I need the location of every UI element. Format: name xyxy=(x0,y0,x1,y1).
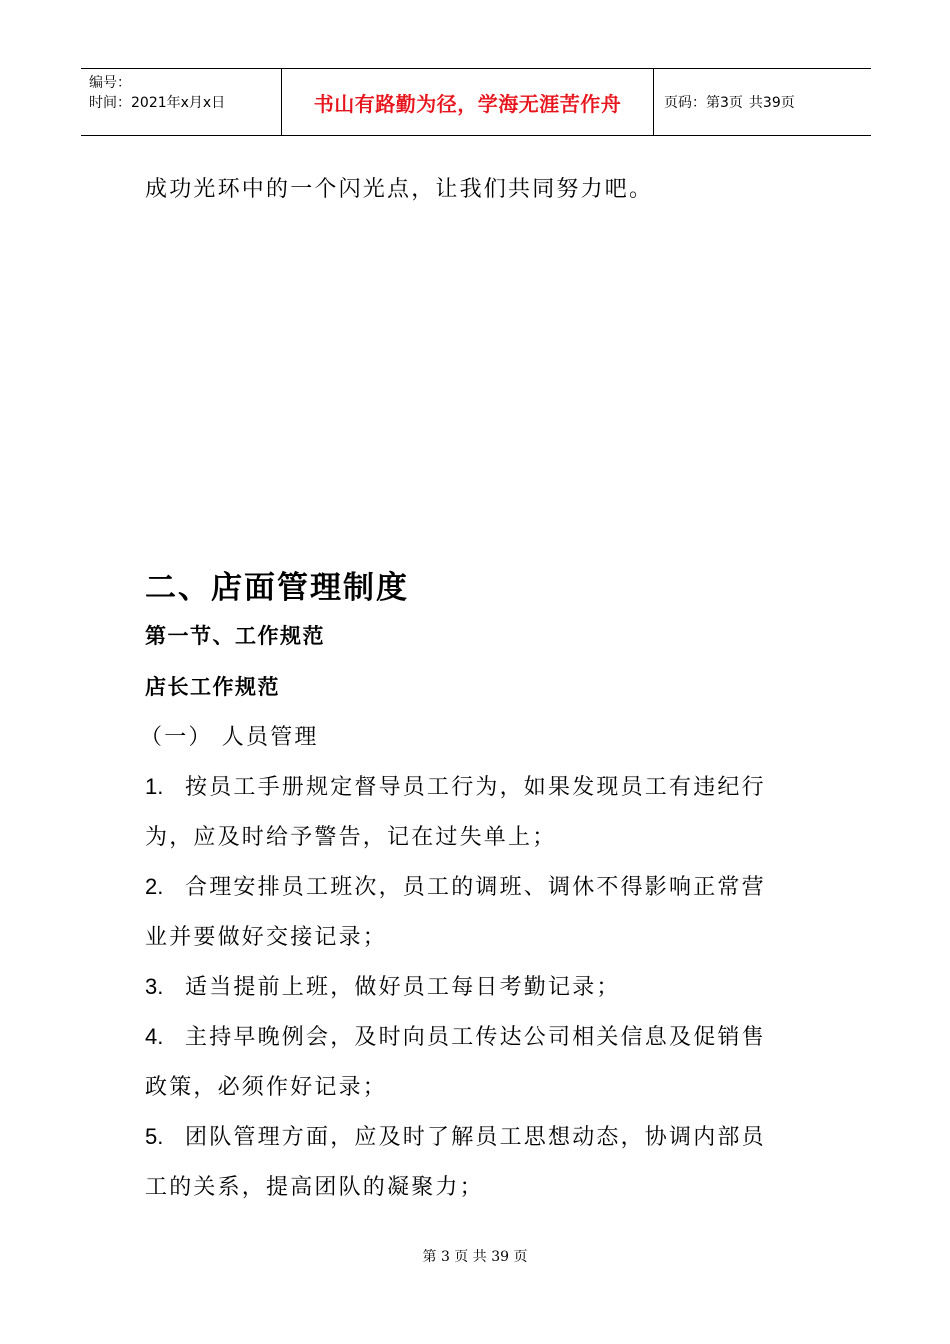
sub-subsection-title: 店长工作规范 xyxy=(145,675,280,699)
list-item-2-line-1 xyxy=(145,870,766,901)
list-item-4-line-1 xyxy=(145,1020,766,1051)
header-slogan-cell xyxy=(281,69,654,135)
item-text: 合理安排员工班次，员工的调班、调休不得影响正常营 xyxy=(185,875,766,900)
list-item-4-line-2: 政策，必须作好记录； xyxy=(145,1075,388,1100)
item-text: 团队管理方面，应及时了解员工思想动态，协调内部员 xyxy=(185,1125,766,1150)
time-label: 时间：2021年x月x日 xyxy=(89,95,226,111)
list-item-1-line-2: 为，应及时给予警告，记在过失单上； xyxy=(145,825,557,850)
page-label: 页码：第3页 xyxy=(664,95,743,111)
list-item-2-line-2: 业并要做好交接记录； xyxy=(145,925,388,950)
item-text: 按员工手册规定督导员工行为，如果发现员工有违纪行 xyxy=(185,775,766,800)
list-item-3-line-1 xyxy=(145,970,621,1001)
total-label: 共39页 xyxy=(748,95,795,111)
item-number: 2. xyxy=(145,874,164,899)
page-header xyxy=(81,68,871,136)
list-item-5-line-2: 工的关系，提高团队的凝聚力； xyxy=(145,1175,484,1200)
list-item-5-line-1 xyxy=(145,1120,766,1151)
section-title: 二、店面管理制度 xyxy=(145,570,409,606)
header-slogan: 书山有路勤为径，学海无涯苦作舟 xyxy=(313,91,622,116)
item-number: 5. xyxy=(145,1124,164,1149)
group-title: （一） 人员管理 xyxy=(140,725,319,750)
item-number: 3. xyxy=(145,974,164,999)
header-page-info xyxy=(654,69,871,135)
item-number: 4. xyxy=(145,1024,164,1049)
header-meta xyxy=(81,69,281,135)
intro-line: 成功光环中的一个闪光点，让我们共同努力吧。 xyxy=(145,177,654,202)
number-label: 编号： xyxy=(89,75,131,91)
item-text: 主持早晚例会，及时向员工传达公司相关信息及促销售 xyxy=(185,1025,766,1050)
list-item-1-line-1 xyxy=(145,770,766,801)
subsection-title: 第一节、工作规范 xyxy=(145,624,325,648)
page-footer: 第 3 页 共 39 页 xyxy=(422,1249,528,1265)
item-number: 1. xyxy=(145,774,164,799)
item-text: 适当提前上班，做好员工每日考勤记录； xyxy=(185,975,621,1000)
